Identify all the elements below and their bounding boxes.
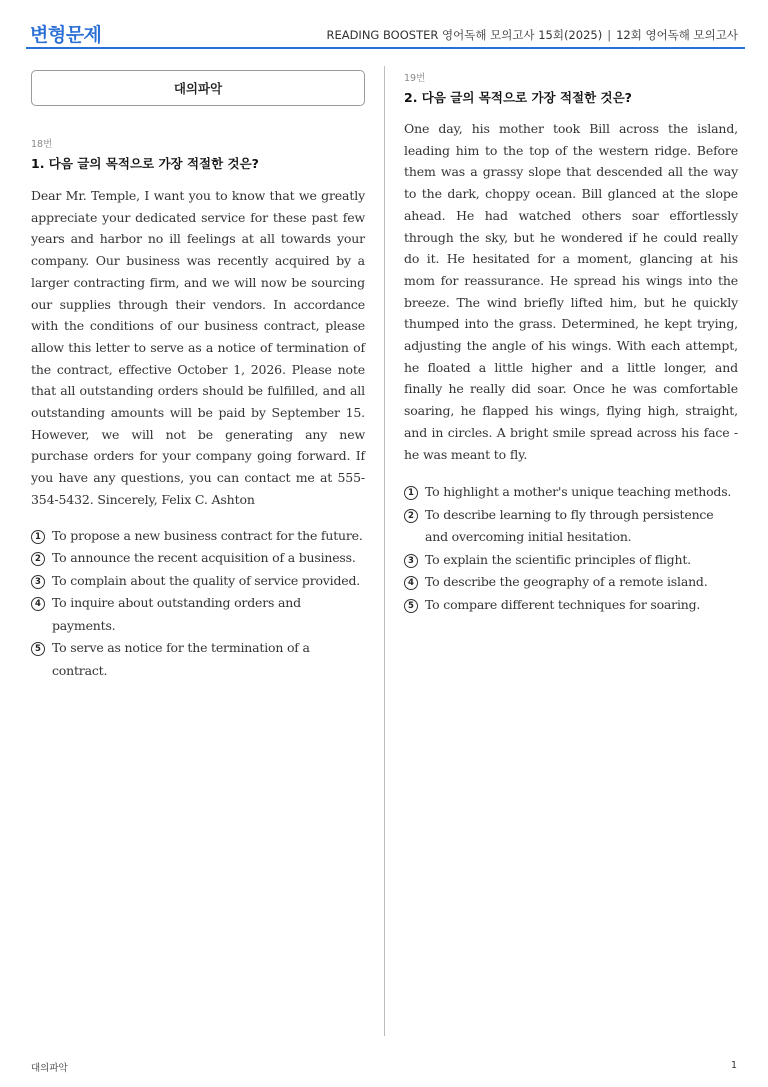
option-number-circle: 1 <box>404 486 418 500</box>
header-title-main: READING BOOSTER 영어독해 모의고사 15회(2025) <box>326 28 603 42</box>
option-number-circle: 2 <box>31 552 45 566</box>
answer-option[interactable] <box>404 504 738 549</box>
answer-option[interactable] <box>404 594 738 617</box>
answer-options <box>404 481 738 616</box>
question-number-label: 18번 <box>31 139 53 150</box>
option-number-circle: 5 <box>31 642 45 656</box>
option-text: To inquire about outstanding orders and payments. <box>52 595 301 633</box>
page-header <box>0 0 768 50</box>
answer-options <box>31 525 365 683</box>
option-text: To describe the geography of a remote island. <box>425 574 708 590</box>
option-number-circle: 4 <box>404 576 418 590</box>
answer-option[interactable] <box>404 571 738 594</box>
header-title <box>326 27 738 43</box>
question-number-label: 19번 <box>404 73 426 84</box>
option-text: To highlight a mother's unique teaching methods. <box>425 484 732 500</box>
page-number: 1 <box>730 1060 737 1071</box>
option-number-circle: 1 <box>31 530 45 544</box>
footer-section-label: 대의파악 <box>31 1063 68 1074</box>
option-text: To serve as notice for the termination of a contract. <box>52 640 310 678</box>
option-text: To propose a new business contract for the future. <box>52 527 363 543</box>
option-text: To describe learning to fly through persistence and overcoming initial hesitation. <box>425 506 714 545</box>
section-label-box <box>31 70 365 106</box>
option-number-circle: 4 <box>31 597 45 611</box>
header-divider <box>26 47 745 49</box>
option-text: To complain about the quality of service provided. <box>52 572 361 588</box>
option-number-circle: 5 <box>404 599 418 613</box>
option-number-circle: 2 <box>404 509 418 523</box>
column-divider <box>384 66 385 1036</box>
brand-logo-text: 변형문제 <box>30 24 102 46</box>
header-separator: | <box>607 28 612 42</box>
option-text: To compare different techniques for soaring. <box>425 596 701 612</box>
question-title: 1. 다음 글의 목적으로 가장 적절한 것은? <box>31 156 259 171</box>
left-column <box>31 70 365 682</box>
answer-option[interactable] <box>31 637 365 682</box>
question-passage: Dear Mr. Temple, I want you to know that we greatly appreciate your dedicated service for these past few years and harbor no ill feelings at all towards your company. Our business was recently acquired by a larger contracting firm, and we will now be sourcing our supplies through their vendors. In accordance with the conditions of our business contract, please allow this letter to serve as a notice of termination of the contract, effective October 1, 2026. Please note that all outstanding orders should be fulfilled, and all outstanding amounts will be paid by September 15. However, we will not be generating any new purchase orders for your company going forward. If you have any questions, you can contact me at 555-354-5432. Sincerely, Felix C. Ashton <box>31 188 365 507</box>
option-text: To announce the recent acquisition of a business. <box>52 550 356 566</box>
question-title: 2. 다음 글의 목적으로 가장 적절한 것은? <box>404 90 632 105</box>
question-passage: One day, his mother took Bill across the island, leading him to the top of the western ridge. Before them was a grassy slope that descended all the way to the dark, choppy ocean. Bill glanced at the slope ahead. He had watched others soar effortlessly through the sky, but he wondered if he could really do it. He hesitated for a moment, glancing at his mom for reassurance. He spread his wings into the breeze. The wind briefly lifted him, but he quickly thumped into the grass. Determined, he kept trying, adjusting the angle of his wings. With each attempt, he floated a little higher and a little longer, and finally he really did soar. Once he was comfortable soaring, he flapped his wings, flying high, straight, and in circles. A bright smile spread across his face - he was meant to fly. <box>404 121 738 462</box>
option-number-circle: 3 <box>404 554 418 568</box>
answer-option[interactable] <box>31 592 365 637</box>
answer-option[interactable] <box>31 525 365 548</box>
answer-option[interactable] <box>31 547 365 570</box>
section-label: 대의파악 <box>173 81 223 96</box>
header-title-sub: 12회 영어독해 모의고사 <box>616 28 738 42</box>
option-number-circle: 3 <box>31 575 45 589</box>
answer-option[interactable] <box>404 549 738 572</box>
answer-option[interactable] <box>404 481 738 504</box>
option-text: To explain the scientific principles of flight. <box>425 551 691 567</box>
answer-option[interactable] <box>31 570 365 593</box>
right-column <box>404 70 738 616</box>
